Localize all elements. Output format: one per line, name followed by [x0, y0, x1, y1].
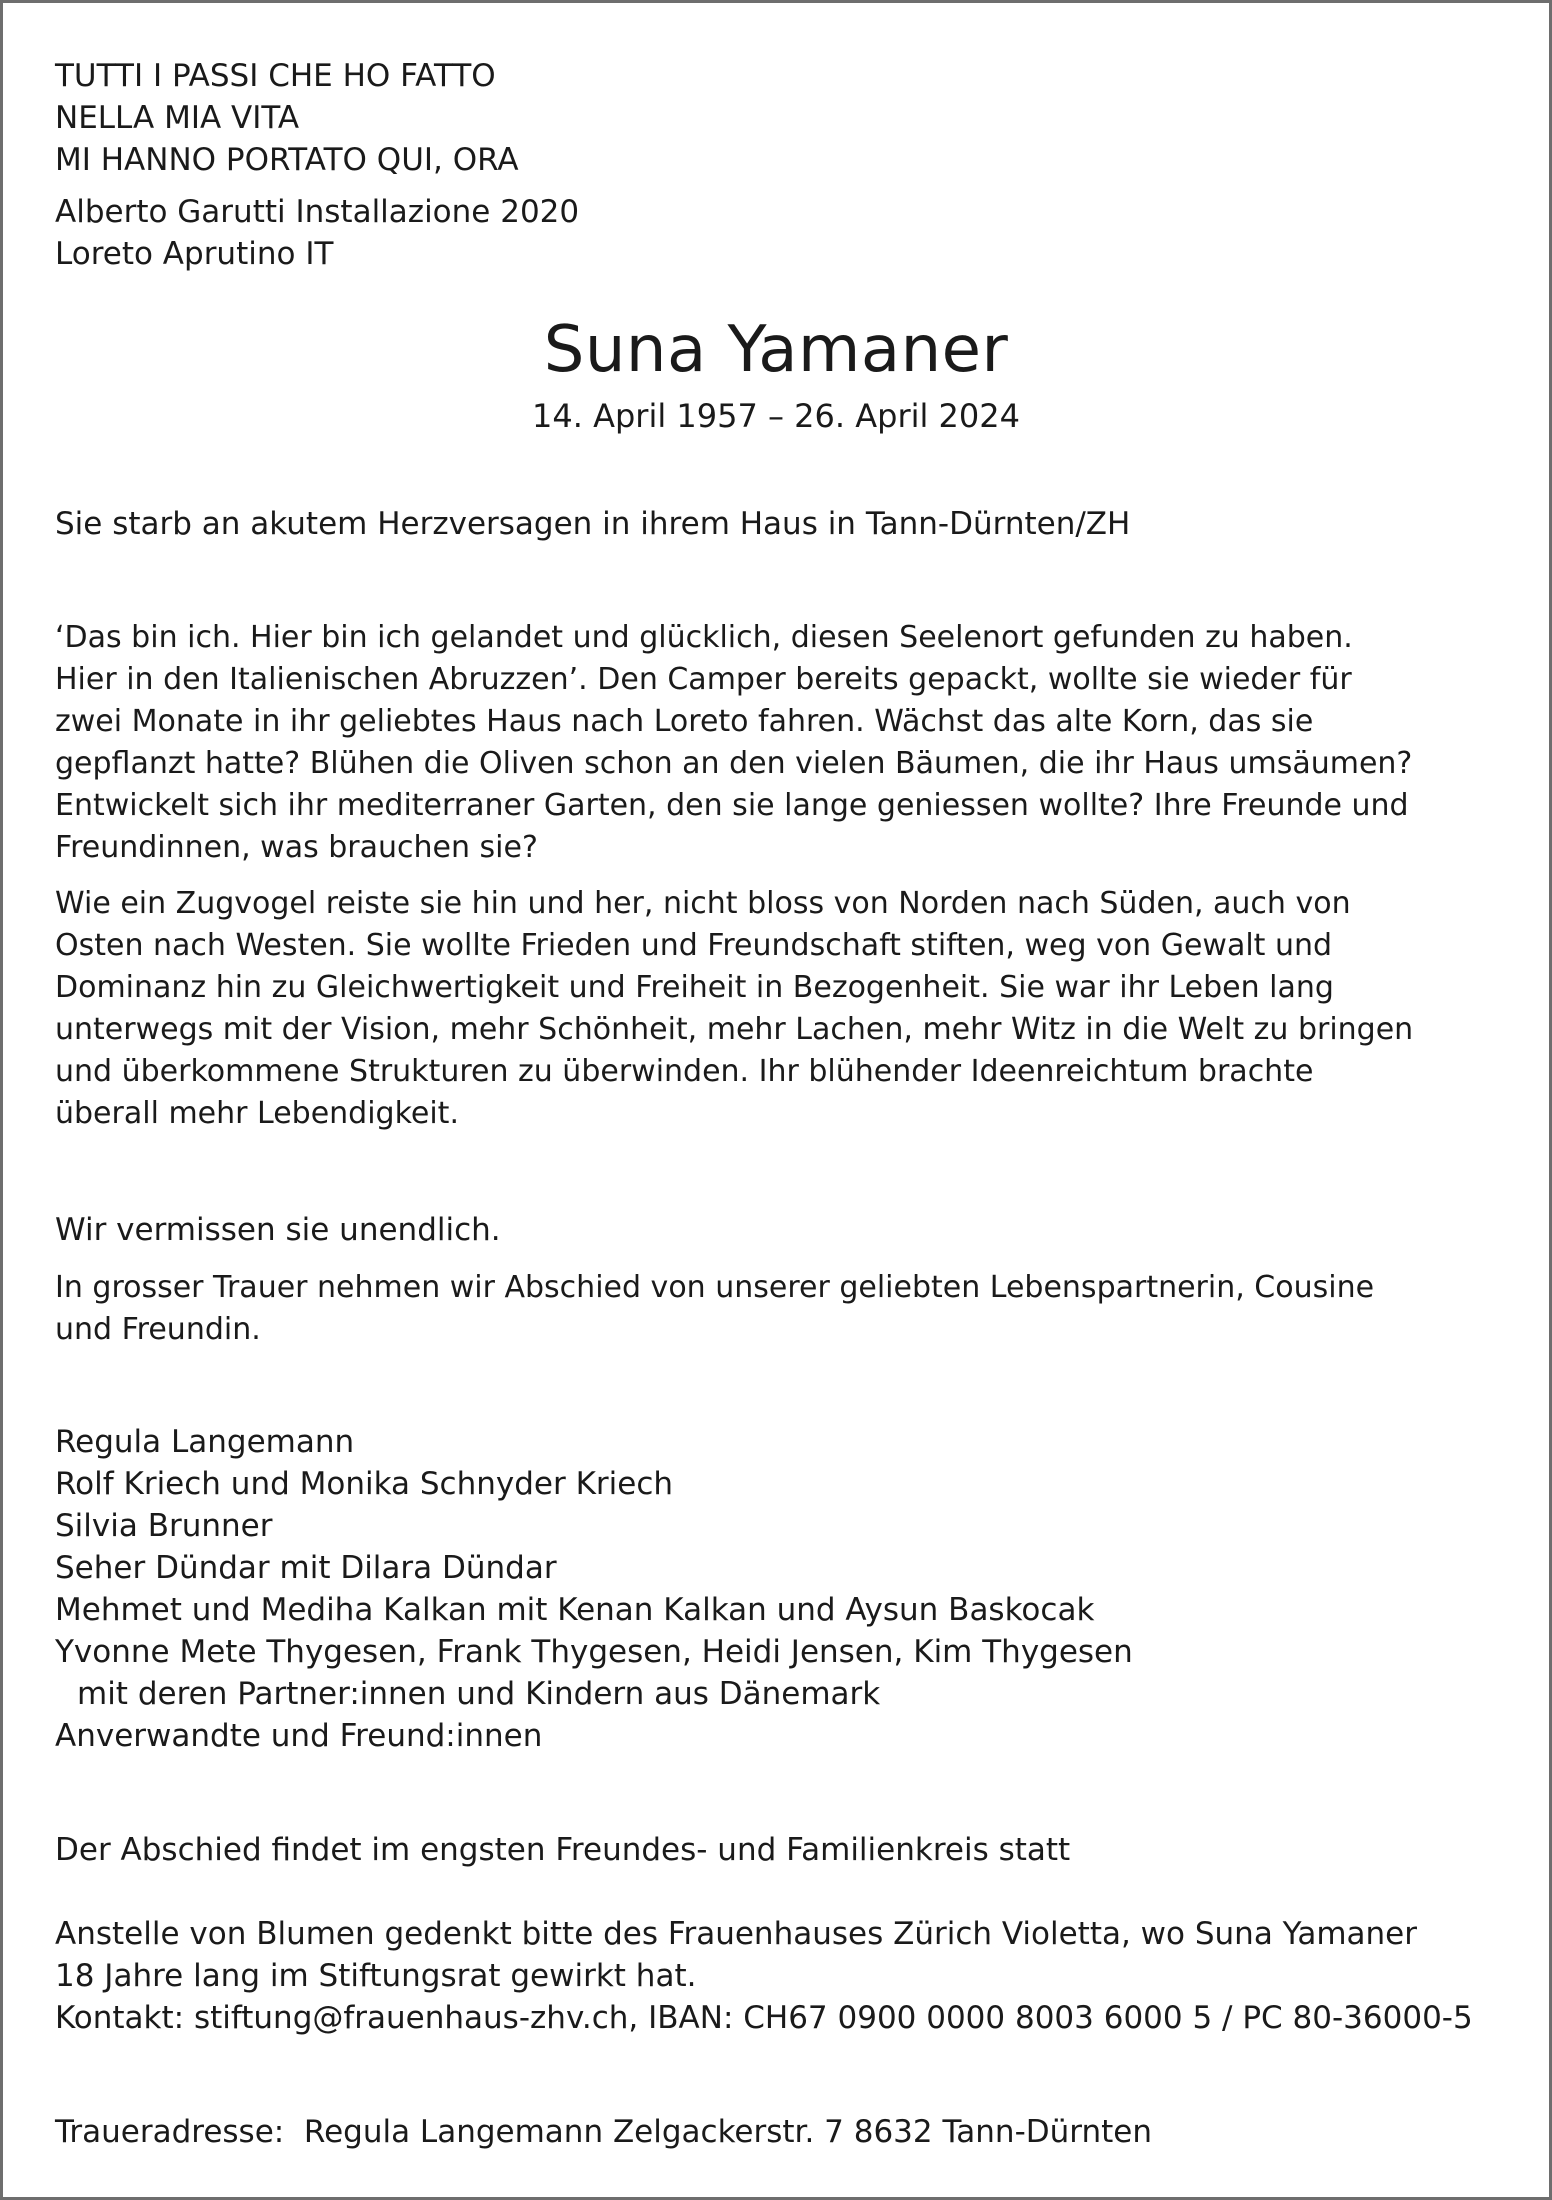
paragraph-life: [55, 883, 1497, 1135]
address-text: Traueradresse: Regula Langemann Zelgackerstr. 7 8632 Tann-Dürnten: [55, 2114, 1153, 2150]
motto-line: NELLA MIA VITA: [55, 100, 300, 136]
mourner-entry: Silvia Brunner: [55, 1508, 273, 1544]
ceremony-text: Der Abschied findet im engsten Freundes- und Familienkreis statt: [55, 1832, 1071, 1868]
motto-line: TUTTI I PASSI CHE HO FATTO: [55, 58, 496, 94]
paragraph-line: ‘Das bin ich. Hier bin ich gelandet und glücklich, diesen Seelenort gefunden zu haben.: [55, 620, 1353, 655]
donation-notice: [55, 1913, 1497, 2039]
mourner-entry: Regula Langemann: [55, 1424, 355, 1460]
paragraph-line: Entwickelt sich ihr mediterraner Garten, den sie lange geniessen wollte? Ihre Freunde und: [55, 788, 1409, 823]
mourner-entry: Mehmet und Mediha Kalkan mit Kenan Kalkan und Aysun Baskocak: [55, 1592, 1095, 1628]
donation-line: 18 Jahre lang im Stiftungsrat gewirkt hat.: [55, 1958, 697, 1994]
farewell-line: und Freundin.: [55, 1312, 261, 1347]
mourning-address: [55, 2111, 1497, 2153]
farewell-line: In grosser Trauer nehmen wir Abschied von unserer geliebten Lebenspartnerin, Cousine: [55, 1270, 1375, 1305]
paragraph-line: Wie ein Zugvogel reiste sie hin und her, nicht bloss von Norden nach Süden, auch von: [55, 886, 1351, 921]
mourners-list: [55, 1421, 1497, 1757]
mourner-entry-continued: mit deren Partner:innen und Kindern aus Dänemark: [77, 1676, 881, 1712]
motto-credit: [55, 191, 1497, 275]
cause-of-death: [55, 503, 1497, 545]
paragraph-quote: [55, 617, 1497, 869]
motto-quote: [55, 55, 1497, 181]
paragraph-line: zwei Monate in ihr geliebtes Haus nach Loreto fahren. Wächst das alte Korn, das sie: [55, 704, 1314, 739]
mourner-entry: Rolf Kriech und Monika Schnyder Kriech: [55, 1466, 674, 1502]
paragraph-line: und überkommene Strukturen zu überwinden. Ihr blühender Ideenreichtum brachte: [55, 1054, 1314, 1089]
life-dates: 14. April 1957 – 26. April 2024: [532, 397, 1020, 435]
paragraph-line: Freundinnen, was brauchen sie?: [55, 830, 538, 865]
ceremony-notice: [55, 1829, 1497, 1871]
paragraph-line: unterwegs mit der Vision, mehr Schönheit, mehr Lachen, mehr Witz in die Welt zu bringen: [55, 1012, 1414, 1047]
paragraph-line: Dominanz hin zu Gleichwertigkeit und Freiheit in Bezogenheit. Sie war ihr Leben lang: [55, 970, 1334, 1005]
cause-text: Sie starb an akutem Herzversagen in ihrem Haus in Tann-Dürnten/ZH: [55, 506, 1131, 542]
credit-line: Alberto Garutti Installazione 2020: [55, 194, 580, 230]
farewell-statement: [55, 1267, 1497, 1351]
mourner-entry: Anverwandte und Freund:innen: [55, 1718, 543, 1754]
mourner-entry: Seher Dündar mit Dilara Dündar: [55, 1550, 557, 1586]
donation-contact: Kontakt: stiftung@frauenhaus-zhv.ch, IBAN: CH67 0900 0000 8003 6000 5 / PC 80-36000-5: [55, 2000, 1473, 2036]
donation-line: Anstelle von Blumen gedenkt bitte des Frauenhauses Zürich Violetta, wo Suna Yamaner: [55, 1916, 1418, 1952]
mourner-entry: Yvonne Mete Thygesen, Frank Thygesen, Heidi Jensen, Kim Thygesen: [55, 1634, 1133, 1670]
paragraph-line: gepflanzt hatte? Blühen die Oliven schon an den vielen Bäumen, die ihr Haus umsäumen?: [55, 746, 1413, 781]
paragraph-line: Osten nach Westen. Sie wollte Frieden und Freundschaft stiften, weg von Gewalt und: [55, 928, 1333, 963]
deceased-name: Suna Yamaner: [543, 313, 1009, 387]
miss-statement: [55, 1209, 1497, 1251]
motto-line: MI HANNO PORTATO QUI, ORA: [55, 142, 519, 178]
paragraph-line: überall mehr Lebendigkeit.: [55, 1096, 459, 1131]
credit-line: Loreto Aprutino IT: [55, 236, 334, 272]
miss-text: Wir vermissen sie unendlich.: [55, 1212, 501, 1248]
paragraph-line: Hier in den Italienischen Abruzzen’. Den Camper bereits gepackt, wollte sie wieder für: [55, 662, 1352, 697]
